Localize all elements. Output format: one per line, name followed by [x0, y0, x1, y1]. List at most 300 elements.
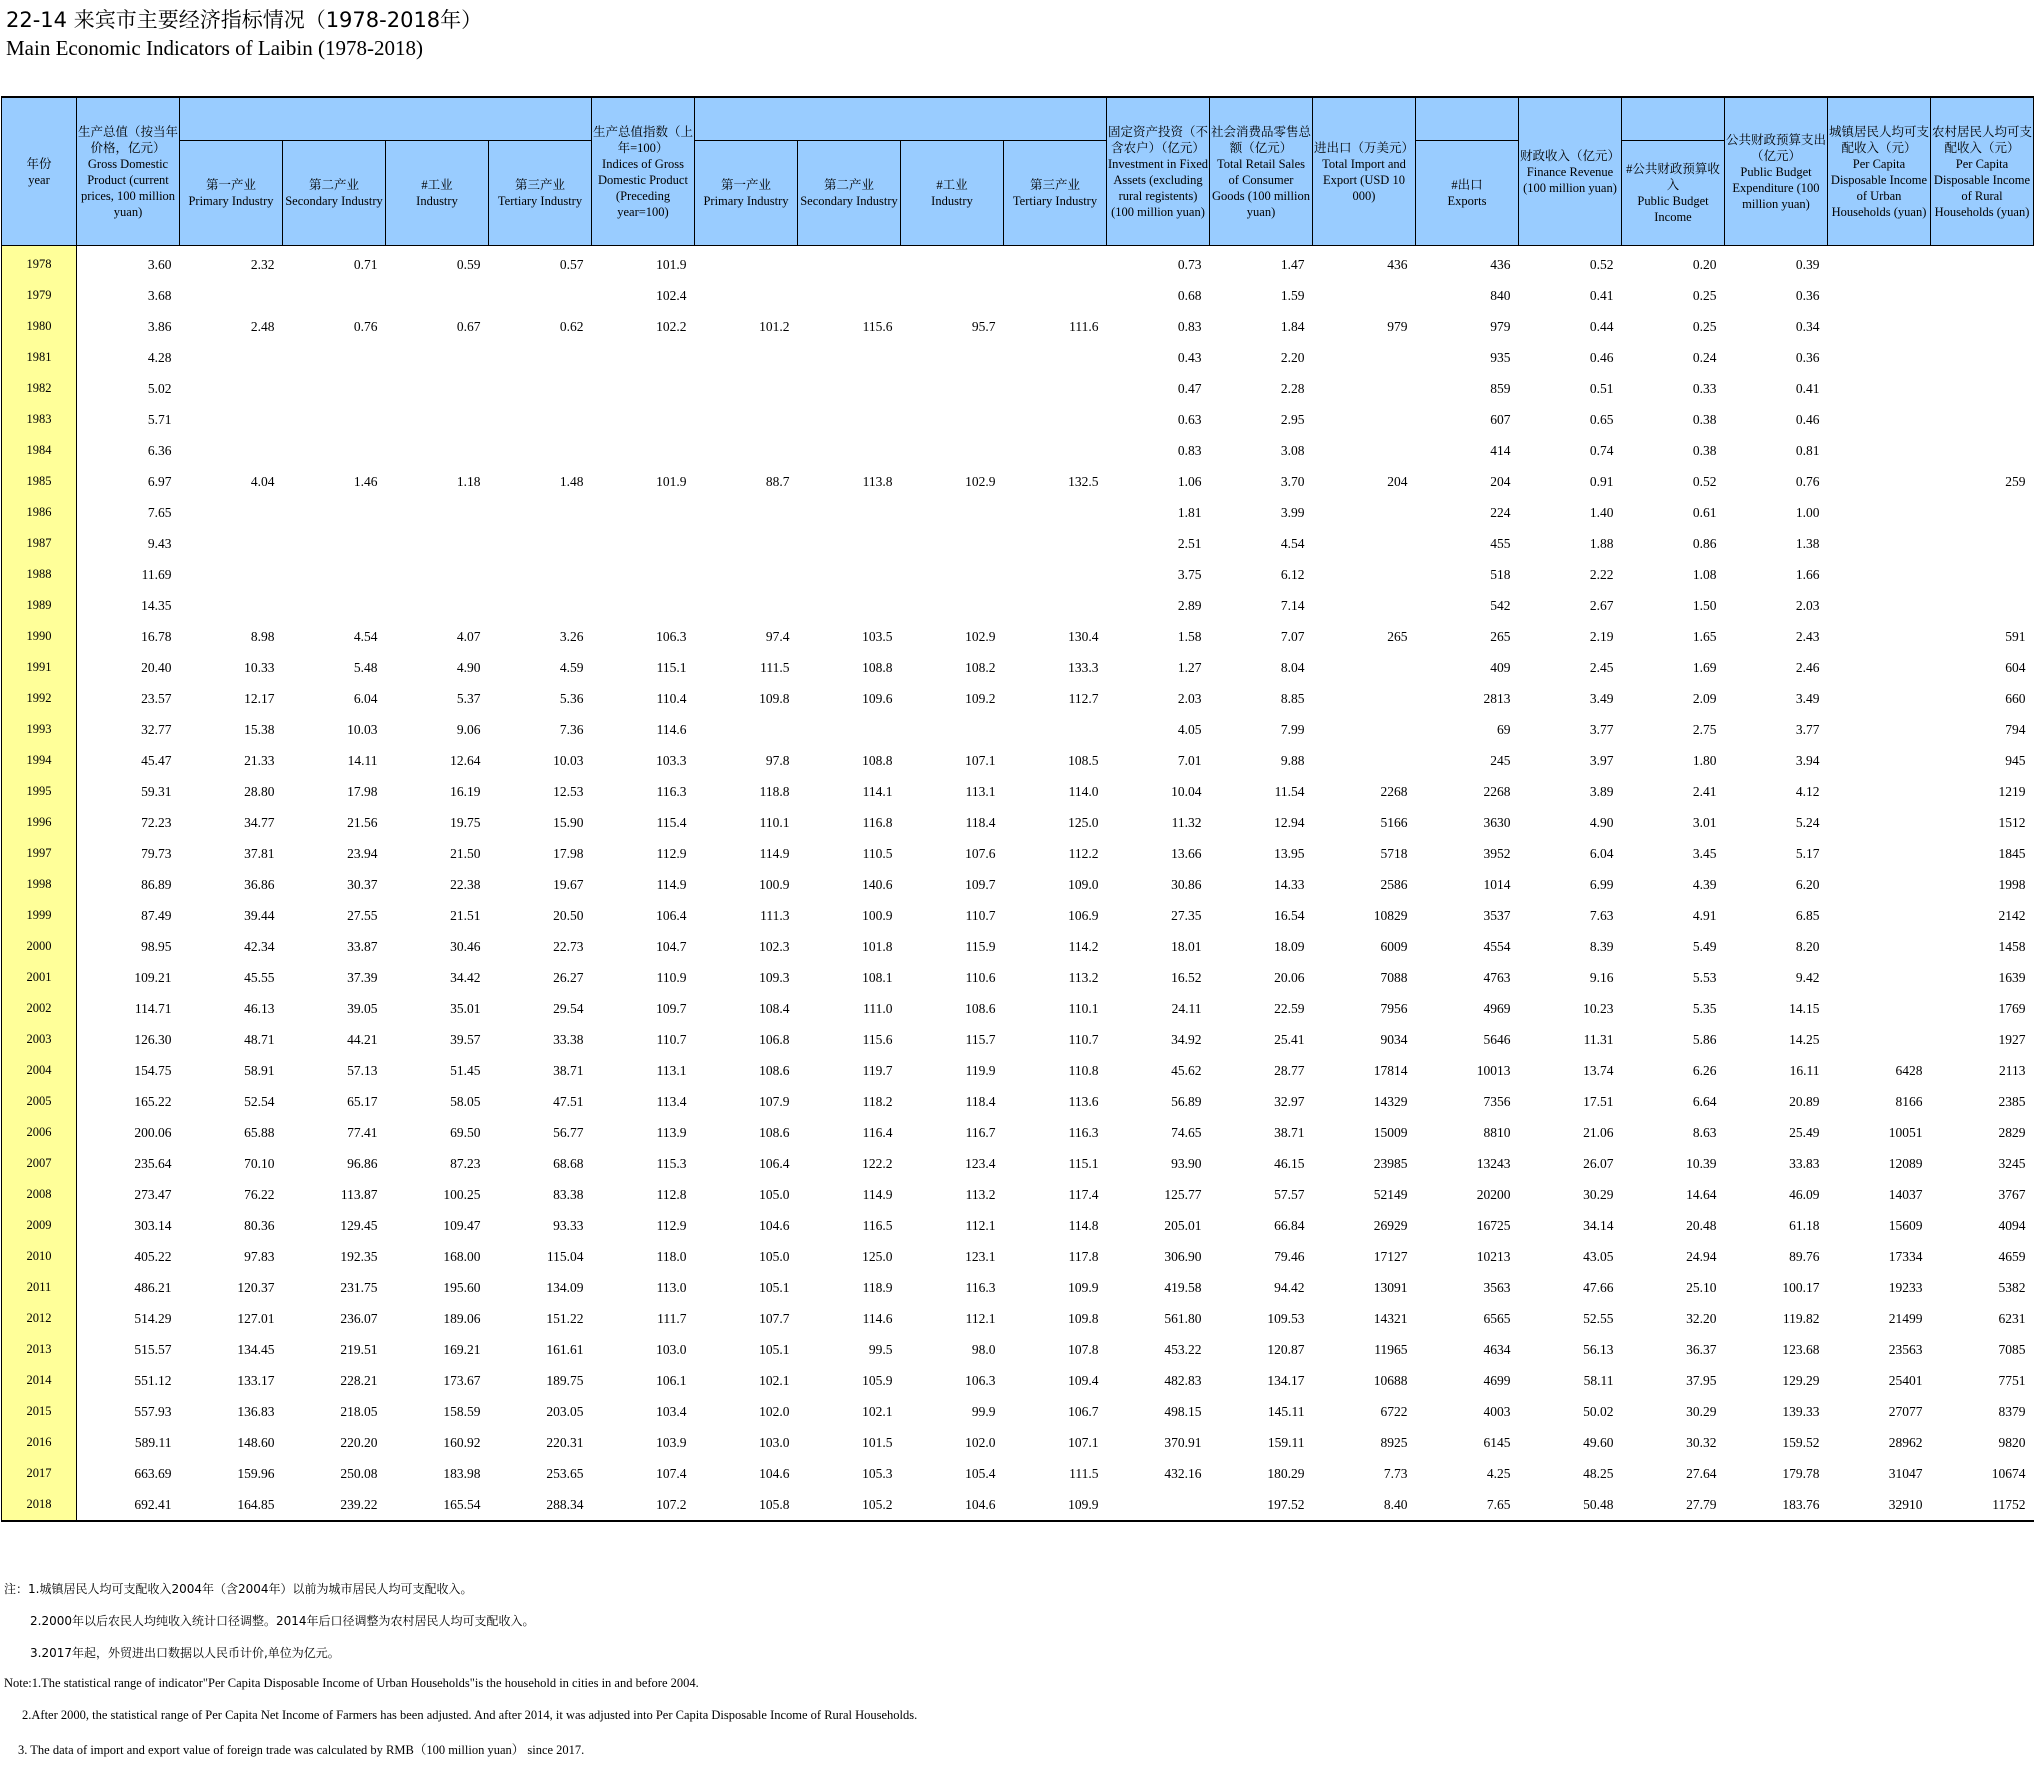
- year-cell: 2014: [2, 1365, 77, 1396]
- value-cell: 112.1: [965, 1217, 996, 1233]
- value-cell: 104.6: [901, 1489, 1004, 1521]
- value-cell: 0.63: [1177, 411, 1202, 427]
- table-row: [2, 497, 2034, 528]
- value-cell: 104.7: [656, 938, 687, 954]
- value-cell: 3.97: [1589, 752, 1614, 768]
- value-cell: 10.04: [1171, 783, 1202, 799]
- value-cell: 57.13: [347, 1062, 378, 1078]
- value-cell: 8.85: [1280, 690, 1305, 706]
- value-cell: 2.67: [1589, 597, 1614, 613]
- value-cell: 77.41: [347, 1124, 378, 1140]
- value-cell: 14.25: [1789, 1031, 1820, 1047]
- value-cell: 100.9: [759, 876, 790, 892]
- value-cell: 108.6: [759, 1124, 790, 1140]
- value-cell: 19233: [1888, 1279, 1923, 1295]
- value-cell: 2.51: [1177, 535, 1202, 551]
- value-cell: 3.77: [1589, 721, 1614, 737]
- value-cell: 123.1: [965, 1248, 996, 1264]
- year-cell: 1982: [2, 373, 77, 404]
- value-cell: 50.48: [1519, 1489, 1622, 1521]
- value-cell: 30.46: [450, 938, 481, 954]
- value-cell: 74.65: [1171, 1124, 1202, 1140]
- value-cell: 6.99: [1589, 876, 1614, 892]
- value-cell: 0.91: [1589, 473, 1614, 489]
- table-row: [2, 590, 2034, 621]
- value-cell: 158.59: [443, 1403, 481, 1419]
- value-cell: 106.8: [759, 1031, 790, 1047]
- value-cell: 5.35: [1692, 1000, 1717, 1016]
- header-idx-industry: #工业 Industry: [901, 141, 1004, 246]
- value-cell: [695, 280, 798, 311]
- value-cell: 5718: [1380, 845, 1408, 861]
- value-cell: 3.01: [1692, 814, 1717, 830]
- value-cell: 110.1: [759, 814, 790, 830]
- value-cell: 3.45: [1692, 845, 1717, 861]
- value-cell: 105.2: [798, 1489, 901, 1521]
- table-row: [2, 466, 2034, 497]
- value-cell: 6009: [1380, 938, 1408, 954]
- value-cell: 1998: [1998, 876, 2026, 892]
- value-cell: [489, 559, 592, 590]
- value-cell: 2.32: [250, 256, 275, 272]
- value-cell: 27.64: [1686, 1465, 1717, 1481]
- table-row: [2, 652, 2034, 683]
- value-cell: 2.75: [1692, 721, 1717, 737]
- year-cell: 2001: [2, 962, 77, 993]
- value-cell: 2829: [1998, 1124, 2026, 1140]
- value-cell: 14329: [1373, 1093, 1408, 1109]
- header-rural-income: 农村居民人均可支配收入（元） Per Capita Disposable Income of Rural Households (yuan): [1931, 97, 2034, 246]
- value-cell: [1828, 621, 1931, 652]
- value-cell: 102.9: [965, 473, 996, 489]
- value-cell: 39.44: [244, 907, 275, 923]
- value-cell: 109.3: [759, 969, 790, 985]
- value-cell: 134.45: [237, 1341, 275, 1357]
- year-cell: 2003: [2, 1024, 77, 1055]
- year-cell: 1986: [2, 497, 77, 528]
- value-cell: 1927: [1998, 1031, 2026, 1047]
- value-cell: 2.22: [1589, 566, 1614, 582]
- value-cell: 7.14: [1280, 597, 1305, 613]
- value-cell: 118.2: [862, 1093, 893, 1109]
- value-cell: 6.04: [1589, 845, 1614, 861]
- value-cell: [695, 404, 798, 435]
- value-cell: 26929: [1373, 1217, 1408, 1233]
- value-cell: 33.83: [1789, 1155, 1820, 1171]
- value-cell: [695, 435, 798, 466]
- value-cell: 16725: [1476, 1217, 1511, 1233]
- value-cell: [1828, 559, 1931, 590]
- value-cell: [386, 497, 489, 528]
- value-cell: 33.87: [347, 938, 378, 954]
- value-cell: 12.17: [244, 690, 275, 706]
- table-row: [2, 1055, 2034, 1086]
- table-row: [2, 745, 2034, 776]
- value-cell: 112.9: [656, 845, 687, 861]
- value-cell: [1004, 497, 1107, 528]
- value-cell: 56.89: [1171, 1093, 1202, 1109]
- value-cell: 116.3: [965, 1279, 996, 1295]
- table-row: [2, 1117, 2034, 1148]
- value-cell: 5.37: [456, 690, 481, 706]
- value-cell: 102.0: [965, 1434, 996, 1450]
- value-cell: 14321: [1373, 1310, 1408, 1326]
- year-cell: 1980: [2, 311, 77, 342]
- value-cell: 105.4: [965, 1465, 996, 1481]
- value-cell: 10.33: [244, 659, 275, 675]
- value-cell: 118.4: [965, 814, 996, 830]
- value-cell: 100.17: [1782, 1279, 1820, 1295]
- value-cell: [1828, 466, 1931, 497]
- value-cell: 68.68: [553, 1155, 584, 1171]
- value-cell: [1828, 373, 1931, 404]
- value-cell: 34.92: [1171, 1031, 1202, 1047]
- table-row: [2, 1024, 2034, 1055]
- table-row: [2, 962, 2034, 993]
- value-cell: [283, 590, 386, 621]
- value-cell: 114.6: [656, 721, 687, 737]
- value-cell: 0.83: [1177, 318, 1202, 334]
- value-cell: 4969: [1483, 1000, 1511, 1016]
- value-cell: 52.55: [1583, 1310, 1614, 1326]
- value-cell: 273.47: [134, 1186, 172, 1202]
- value-cell: 107.7: [759, 1310, 790, 1326]
- value-cell: 173.67: [443, 1372, 481, 1388]
- value-cell: 794: [2005, 721, 2026, 737]
- value-cell: 935: [1490, 349, 1511, 365]
- value-cell: 58.91: [244, 1062, 275, 1078]
- value-cell: 3.70: [1280, 473, 1305, 489]
- value-cell: 32.77: [141, 721, 172, 737]
- value-cell: 108.6: [759, 1062, 790, 1078]
- value-cell: 265: [1490, 628, 1511, 644]
- year-cell: 1994: [2, 745, 77, 776]
- value-cell: 109.0: [1068, 876, 1099, 892]
- value-cell: 228.21: [340, 1372, 378, 1388]
- value-cell: [489, 590, 592, 621]
- value-cell: 101.8: [862, 938, 893, 954]
- value-cell: 9820: [1998, 1434, 2026, 1450]
- header-gdp-industry: #工业 Industry: [386, 141, 489, 246]
- value-cell: 16.11: [1789, 1062, 1820, 1078]
- value-cell: 455: [1490, 535, 1511, 551]
- value-cell: 168.00: [443, 1248, 481, 1264]
- value-cell: 10688: [1373, 1372, 1408, 1388]
- value-cell: 13243: [1476, 1155, 1511, 1171]
- value-cell: [1004, 714, 1107, 745]
- header-investment: 固定资产投资（不含农户）（亿元） Investment in Fixed Assets (excluding rural registents) (100 million yuan): [1107, 97, 1210, 246]
- value-cell: 103.5: [862, 628, 893, 644]
- value-cell: 109.47: [443, 1217, 481, 1233]
- year-cell: 1988: [2, 559, 77, 590]
- value-cell: 165.22: [134, 1093, 172, 1109]
- value-cell: 0.41: [1795, 380, 1820, 396]
- year-cell: 2002: [2, 993, 77, 1024]
- value-cell: 114.9: [656, 876, 687, 892]
- value-cell: [1828, 683, 1931, 714]
- value-cell: 56.13: [1583, 1341, 1614, 1357]
- value-cell: 47.51: [553, 1093, 584, 1109]
- value-cell: [283, 342, 386, 373]
- value-cell: 11.31: [1583, 1031, 1614, 1047]
- note-cn-2: 2.2000年以后农民人均纯收入统计口径调整。2014年后口径调整为农村居民人均可支配收入。: [30, 1614, 535, 1628]
- value-cell: 1.81: [1177, 504, 1202, 520]
- value-cell: 66.84: [1274, 1217, 1305, 1233]
- value-cell: 4659: [1998, 1248, 2026, 1264]
- value-cell: 0.76: [353, 318, 378, 334]
- value-cell: 192.35: [340, 1248, 378, 1264]
- value-cell: 115.3: [656, 1155, 687, 1171]
- value-cell: 15009: [1373, 1124, 1408, 1140]
- value-cell: 4.91: [1692, 907, 1717, 923]
- value-cell: 87.23: [450, 1155, 481, 1171]
- value-cell: 109.4: [1068, 1372, 1099, 1388]
- value-cell: 17127: [1373, 1248, 1408, 1264]
- value-cell: 151.22: [546, 1310, 584, 1326]
- value-cell: [1828, 497, 1931, 528]
- value-cell: [386, 342, 489, 373]
- value-cell: 236.07: [340, 1310, 378, 1326]
- value-cell: 288.34: [489, 1489, 592, 1521]
- value-cell: 38.71: [553, 1062, 584, 1078]
- value-cell: 6.64: [1692, 1093, 1717, 1109]
- value-cell: 25.10: [1686, 1279, 1717, 1295]
- value-cell: 20.06: [1274, 969, 1305, 985]
- value-cell: 239.22: [283, 1489, 386, 1521]
- value-cell: [798, 280, 901, 311]
- value-cell: 607: [1490, 411, 1511, 427]
- value-cell: [180, 559, 283, 590]
- table-row: [2, 1334, 2034, 1365]
- value-cell: 112.7: [1068, 690, 1099, 706]
- value-cell: [180, 435, 283, 466]
- value-cell: [1004, 404, 1107, 435]
- table-row: [2, 1241, 2034, 1272]
- year-cell: 1995: [2, 776, 77, 807]
- value-cell: [489, 435, 592, 466]
- value-cell: 27.35: [1171, 907, 1202, 923]
- value-cell: 130.4: [1068, 628, 1099, 644]
- value-cell: 97.8: [765, 752, 790, 768]
- value-cell: 57.57: [1274, 1186, 1305, 1202]
- value-cell: [1931, 528, 2034, 559]
- value-cell: 1458: [1998, 938, 2026, 954]
- value-cell: 0.61: [1692, 504, 1717, 520]
- value-cell: 36.37: [1686, 1341, 1717, 1357]
- value-cell: 2.03: [1795, 597, 1820, 613]
- value-cell: 2813: [1483, 690, 1511, 706]
- value-cell: [901, 435, 1004, 466]
- value-cell: 8379: [1998, 1403, 2026, 1419]
- value-cell: [1931, 559, 2034, 590]
- value-cell: 134.17: [1267, 1372, 1305, 1388]
- value-cell: 26.27: [553, 969, 584, 985]
- value-cell: 103.9: [656, 1434, 687, 1450]
- value-cell: 0.68: [1177, 287, 1202, 303]
- value-cell: 4.05: [1177, 721, 1202, 737]
- value-cell: 2.09: [1692, 690, 1717, 706]
- value-cell: 11.69: [141, 566, 172, 582]
- value-cell: 52.54: [244, 1093, 275, 1109]
- value-cell: [798, 246, 901, 281]
- value-cell: 5646: [1483, 1031, 1511, 1047]
- year-cell: 2000: [2, 931, 77, 962]
- value-cell: 76.22: [244, 1186, 275, 1202]
- value-cell: 0.67: [456, 318, 481, 334]
- value-cell: 115.9: [965, 938, 996, 954]
- header-public-budget: #公共财政预算收入 Public Budget Income: [1622, 141, 1725, 246]
- value-cell: [489, 528, 592, 559]
- value-cell: [592, 373, 695, 404]
- value-cell: 104.6: [759, 1217, 790, 1233]
- value-cell: 1014: [1483, 876, 1511, 892]
- value-cell: 133.3: [1068, 659, 1099, 675]
- value-cell: 4.39: [1692, 876, 1717, 892]
- value-cell: 108.2: [965, 659, 996, 675]
- value-cell: 114.8: [1068, 1217, 1099, 1233]
- value-cell: 0.47: [1177, 380, 1202, 396]
- value-cell: 101.9: [656, 256, 687, 272]
- value-cell: [386, 528, 489, 559]
- table-row: [2, 869, 2034, 900]
- value-cell: 46.09: [1789, 1186, 1820, 1202]
- value-cell: 93.90: [1171, 1155, 1202, 1171]
- value-cell: 4094: [1998, 1217, 2026, 1233]
- value-cell: 97.4: [765, 628, 790, 644]
- value-cell: 482.83: [1164, 1372, 1202, 1388]
- value-cell: 7751: [1998, 1372, 2026, 1388]
- value-cell: 0.46: [1795, 411, 1820, 427]
- value-cell: 4.07: [456, 628, 481, 644]
- value-cell: [1828, 745, 1931, 776]
- value-cell: [798, 714, 901, 745]
- value-cell: 4634: [1483, 1341, 1511, 1357]
- value-cell: 1.27: [1177, 659, 1202, 675]
- value-cell: 49.60: [1583, 1434, 1614, 1450]
- value-cell: [1004, 590, 1107, 621]
- table-row: [2, 1148, 2034, 1179]
- value-cell: 109.53: [1267, 1310, 1305, 1326]
- value-cell: 16.78: [141, 628, 172, 644]
- value-cell: 113.2: [1068, 969, 1099, 985]
- indicators-table: [1, 96, 2034, 1522]
- value-cell: 14.64: [1686, 1186, 1717, 1202]
- value-cell: [1313, 652, 1416, 683]
- value-cell: 0.25: [1692, 318, 1717, 334]
- value-cell: 1.47: [1280, 256, 1305, 272]
- value-cell: [386, 559, 489, 590]
- value-cell: [489, 280, 592, 311]
- value-cell: 109.7: [656, 1000, 687, 1016]
- value-cell: 108.8: [862, 659, 893, 675]
- value-cell: 116.8: [862, 814, 893, 830]
- value-cell: 93.33: [553, 1217, 584, 1233]
- value-cell: 72.23: [141, 814, 172, 830]
- value-cell: 116.5: [862, 1217, 893, 1233]
- value-cell: [901, 373, 1004, 404]
- value-cell: 136.83: [237, 1403, 275, 1419]
- value-cell: 111.7: [657, 1310, 687, 1326]
- table-row: [2, 621, 2034, 652]
- value-cell: 105.3: [862, 1465, 893, 1481]
- value-cell: 0.38: [1692, 411, 1717, 427]
- value-cell: 114.2: [1068, 938, 1099, 954]
- value-cell: 9034: [1380, 1031, 1408, 1047]
- value-cell: [1313, 404, 1416, 435]
- value-cell: [1828, 900, 1931, 931]
- value-cell: [1931, 311, 2034, 342]
- value-cell: 115.04: [546, 1248, 584, 1264]
- value-cell: 34.77: [244, 814, 275, 830]
- value-cell: [283, 497, 386, 528]
- value-cell: 37.81: [244, 845, 275, 861]
- table-row: [2, 683, 2034, 714]
- value-cell: 20.89: [1789, 1093, 1820, 1109]
- value-cell: 12089: [1888, 1155, 1923, 1171]
- value-cell: 250.08: [340, 1465, 378, 1481]
- value-cell: [1313, 714, 1416, 745]
- value-cell: 106.4: [759, 1155, 790, 1171]
- value-cell: [1313, 280, 1416, 311]
- value-cell: 3.77: [1795, 721, 1820, 737]
- year-cell: 2007: [2, 1148, 77, 1179]
- value-cell: [901, 404, 1004, 435]
- value-cell: 7.63: [1589, 907, 1614, 923]
- table-row: [2, 931, 2034, 962]
- value-cell: 94.42: [1274, 1279, 1305, 1295]
- value-cell: 83.38: [553, 1186, 584, 1202]
- value-cell: 561.80: [1164, 1310, 1202, 1326]
- value-cell: 4763: [1483, 969, 1511, 985]
- value-cell: 125.77: [1164, 1186, 1202, 1202]
- value-cell: 3563: [1483, 1279, 1511, 1295]
- value-cell: 97.83: [244, 1248, 275, 1264]
- value-cell: [592, 559, 695, 590]
- value-cell: 9.42: [1795, 969, 1820, 985]
- year-cell: 2009: [2, 1210, 77, 1241]
- value-cell: 7956: [1380, 1000, 1408, 1016]
- value-cell: 6.26: [1692, 1062, 1717, 1078]
- value-cell: [180, 404, 283, 435]
- value-cell: 164.85: [180, 1489, 283, 1521]
- value-cell: 102.9: [965, 628, 996, 644]
- value-cell: 119.7: [862, 1062, 893, 1078]
- value-cell: 0.20: [1692, 256, 1717, 272]
- value-cell: 104.6: [759, 1465, 790, 1481]
- value-cell: 189.06: [443, 1310, 481, 1326]
- table-row: [2, 900, 2034, 931]
- value-cell: 197.52: [1210, 1489, 1313, 1521]
- value-cell: 37.95: [1686, 1372, 1717, 1388]
- value-cell: 0.76: [1795, 473, 1820, 489]
- value-cell: 414: [1490, 442, 1511, 458]
- value-cell: 27077: [1888, 1403, 1923, 1419]
- value-cell: [386, 590, 489, 621]
- value-cell: 2.89: [1177, 597, 1202, 613]
- value-cell: 17.98: [553, 845, 584, 861]
- year-cell: 2005: [2, 1086, 77, 1117]
- value-cell: [695, 373, 798, 404]
- value-cell: 126.30: [134, 1031, 172, 1047]
- value-cell: [798, 404, 901, 435]
- value-cell: [901, 246, 1004, 281]
- table-row: [2, 246, 2034, 281]
- value-cell: 96.86: [347, 1155, 378, 1171]
- value-cell: 5.49: [1692, 938, 1717, 954]
- value-cell: 7085: [1998, 1341, 2026, 1357]
- value-cell: 18.09: [1274, 938, 1305, 954]
- value-cell: 4.90: [456, 659, 481, 675]
